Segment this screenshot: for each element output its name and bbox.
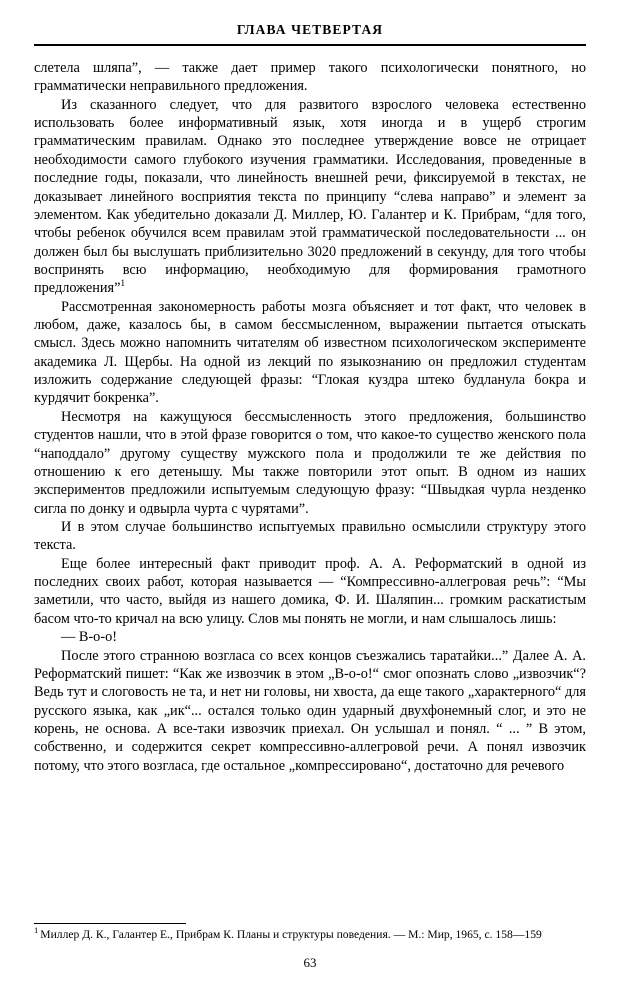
paragraph: После этого странною возгласа со всех концов съезжались таратайки...” Далее А. А. Реформатский пишет: “Как же извозчик в этом „В-о-о!“ смог опознать слово „извозчик“? Ведь тут и слоговость не та, и нет ни головы, ни хвоста, да еще такого „характерного“ для русского языка, как „ик“... остался только один ударный двухфонемный слог, и это не корень, не основа. А все-таки извозчик приехал. Он услышал и понял. “ ... ” В этом, собственно, и содержится секрет компрессивно-аллегровой речи. А понял извозчик потому, что этого возгласа, где остальное „компрессировано“, достаточно для речевого [34, 647, 586, 774]
paragraph [34, 96, 586, 298]
footnote-divider [34, 923, 186, 924]
page-number: 63 [303, 955, 317, 970]
footnote-zone [34, 919, 586, 943]
paragraph: И в этом случае большинство испытуемых правильно осмыслили структуру этого текста. [34, 518, 586, 554]
paragraph: Еще более интересный факт приводит проф. А. А. Реформатский в одной из последних своих работ, которая называется — “Компрессивно-аллегровая речь”: “Мы заметили, что часто, выйдя из нашего домика, Ф. И. Шаляпин... громким раскатистым басом что-то кричал на всю улицу. Слов мы понять не могли, и нам слышалось лишь: [34, 555, 586, 627]
paragraph: слетела шляпа”, — также дает пример такого психологически понятного, но грамматически неправильного предложения. [34, 60, 586, 95]
paragraph-text: Из сказанного следует, что для развитого взрослого человека естественно использовать более информативный язык, хотя иногда и в ущерб строгим грамматическим правилам. Однако это последнее утверждение вовсе не отрицает необходимости самого глубокого изучения грамматики. Исследования, проведенные в последние годы, показали, что линейность внешней речи, фиксируемой в текстах, не доказывает линейного восприятия текста по принципу “слева направо” и элемент за элементом. Как убедительно доказали Д. Миллер, Ю. Галантер и К. Прибрам, “для того, чтобы ребенок обучился всем правилам этой грамматической последовательности ... он должен был бы выслушать приблизительно 3020 предложений в секунду, для того чтобы воспринять всю информацию, необходимую для формирования грамотного предложения” [34, 96, 586, 297]
footnote-reference[interactable]: 1 [120, 279, 126, 290]
footnote-text: Миллер Д. К., Галантер Е., Прибрам К. Планы и структуры поведения. — М.: Мир, 1965, с. 158—159 [40, 928, 542, 942]
paragraph: Рассмотренная закономерность работы мозга объясняет и тот факт, что человек в любом, даже, казалось бы, в самом бессмысленном, выражении пытается отыскать смысл. Здесь можно напомнить читателям об известном психологическом эксперименте академика Л. Щербы. На одной из лекций по языкознанию он предложил студентам изложить содержание следующей фразы: “Глокая куздра штеко будланула бокра и курдячит бокренка”. [34, 298, 586, 407]
chapter-header: ГЛАВА ЧЕТВЕРТАЯ [236, 22, 384, 37]
paragraph: Несмотря на кажущуюся бессмысленность этого предложения, большинство студентов нашли, что в этой фразе говорится о том, что какое-то существо женского пола “наподдало” другому существу мужского пола и продолжили те же действия по отношению к его детенышу. Мы также повторили этот опыт. В одном из наших экспериментов предложили испытуемым следующую фразу: “Швыдкая чурла незденко сигла по донку и одвырла чурта с чурятами”. [34, 408, 586, 517]
footnote-marker: 1 [34, 925, 39, 936]
page-body [34, 59, 586, 775]
paragraph-dialogue: — В-о-о! [61, 629, 117, 646]
footnote [34, 925, 586, 943]
header-divider [34, 44, 586, 46]
